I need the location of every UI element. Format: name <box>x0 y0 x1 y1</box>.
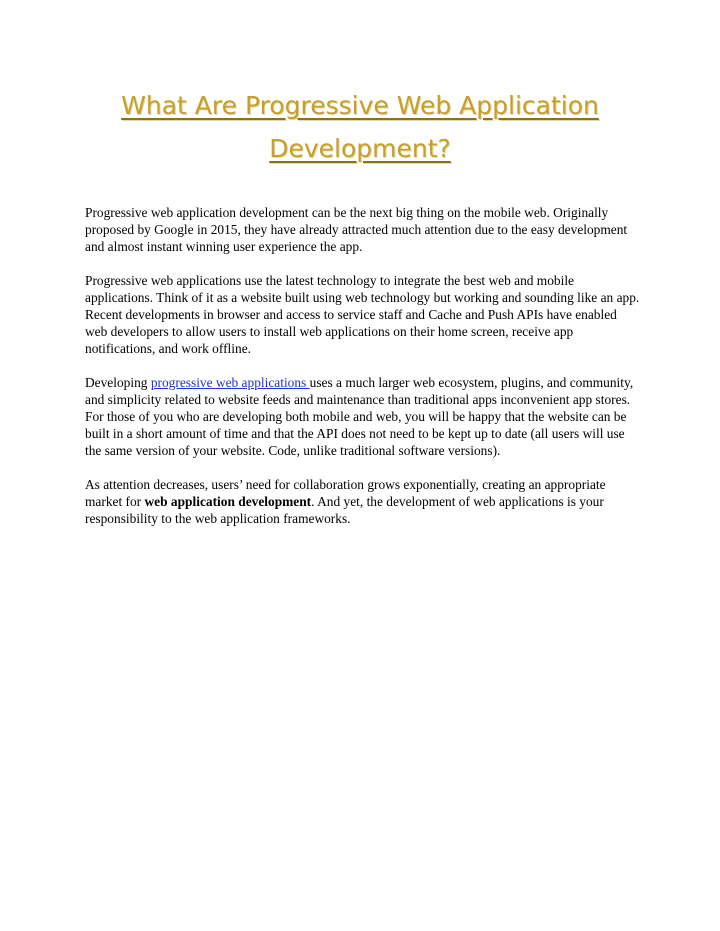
progressive-web-applications-link[interactable]: progressive web applications <box>150 375 310 390</box>
document-title: What Are Progressive Web Application Development? <box>121 91 599 163</box>
paragraph-2: Progressive web applications use the latest technology to integrate the best web and mobile applications. Think of it as a website built using web technology but working and sounding like an app. Recent developments in browser and access to service staff and Cache and Push APIs have enabled web developers to allow users to install web applications on their home screen, receive app notifications, and work offline. <box>85 273 640 356</box>
document-body <box>85 204 640 544</box>
paragraph-1: Progressive web application development can be the next big thing on the mobile web. Originally proposed by Google in 2015, they have already attracted much attention due to the easy development and almost instant winning user experience the app. <box>85 205 628 254</box>
paragraph-4-intro: As attention decreases, users’ need for collaboration grows exponentially, creating an appropriate market for <box>85 477 606 509</box>
paragraph-3 <box>85 374 640 459</box>
paragraph-3-body: uses a much larger web ecosystem, plugins, and community, and simplicity related to website feeds and maintenance than traditional apps inconvenient app stores. For those of you who are developing both mobile and web, you will be happy that the website can be built in a short amount of time and that the API does not need to be kept up to date (all users will use the same version of your website. Code, unlike traditional software versions). <box>85 375 634 458</box>
web-application-development-bold-text: web application development <box>144 494 312 509</box>
paragraph-4-body: . And yet, the development of web applications is your responsibility to the web application frameworks. <box>85 494 604 526</box>
paragraph-3-intro: Developing <box>85 375 151 390</box>
paragraph-4 <box>85 476 640 527</box>
